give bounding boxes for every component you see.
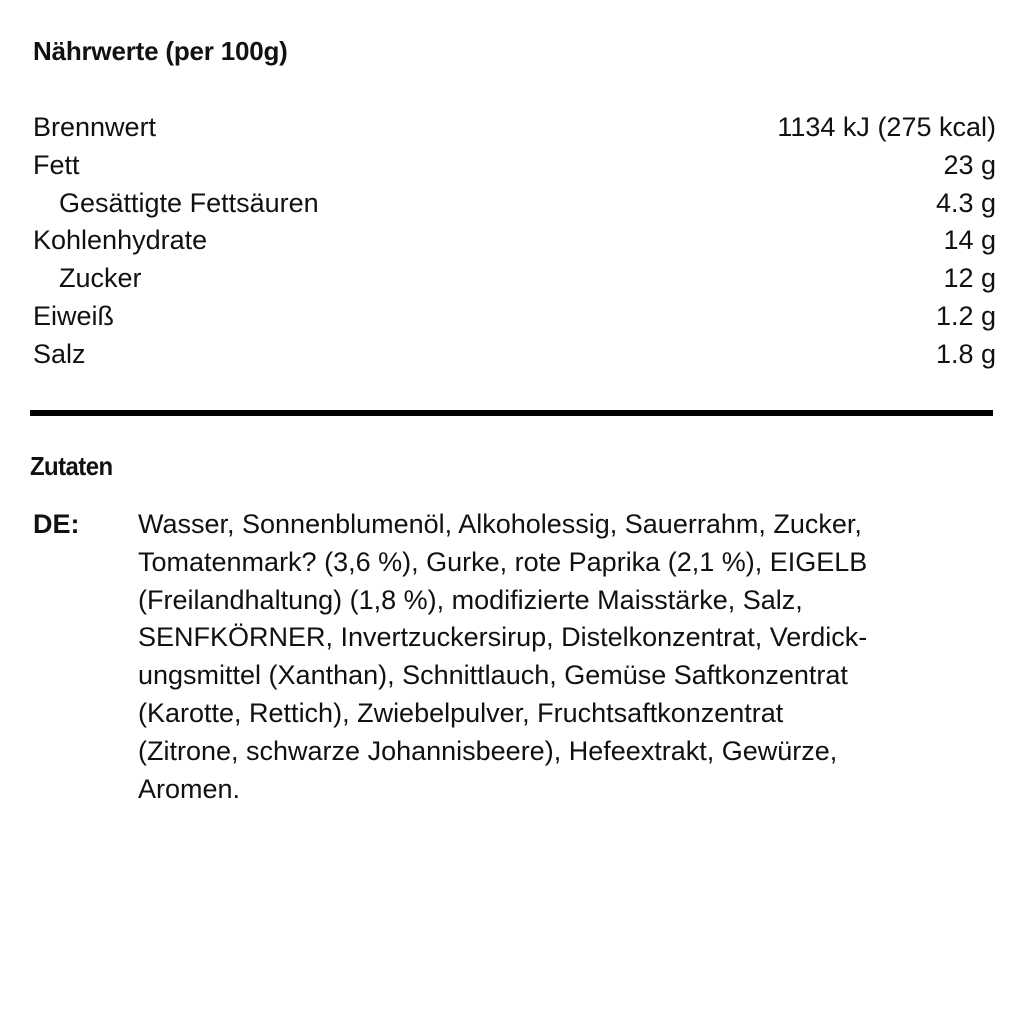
nutrition-value: 14 g — [943, 225, 996, 256]
nutrition-value: 12 g — [943, 263, 996, 294]
language-label: DE: — [33, 509, 80, 539]
ingredients-line: (Freilandhaltung) (1,8 %), modifizierte Maisstärke, Salz, — [138, 584, 803, 615]
nutrition-row-fat — [33, 147, 996, 185]
ingredients-list — [138, 506, 1008, 808]
nutrition-label: Brennwert — [33, 112, 157, 142]
ingredients-line: ungsmittel (Xanthan), Schnittlauch, Gemüse Saftkonzentrat — [138, 660, 848, 691]
ingredients-line: Tomatenmark? (3,6 %), Gurke, rote Paprika (2,1 %), EIGELB — [138, 546, 868, 577]
nutrition-label: Salz — [33, 338, 86, 369]
nutrition-label: Zucker — [59, 263, 142, 294]
nutrition-row-sugar — [33, 260, 996, 298]
ingredients-line: (Zitrone, schwarze Johannisbeere), Hefeextrakt, Gewürze, — [138, 735, 838, 766]
nutrition-value: 23 g — [943, 149, 996, 180]
nutrition-value: 1134 kJ (275 kcal) — [777, 112, 996, 142]
nutrition-label: Gesättigte Fettsäuren — [59, 187, 319, 218]
section-divider — [30, 410, 993, 416]
nutrition-value: 1.8 g — [935, 338, 996, 369]
nutrition-label: Eiweiß — [33, 300, 115, 331]
nutrition-title: Nährwerte (per 100g) — [33, 36, 288, 66]
ingredients-line: Wasser, Sonnenblumenöl, Alkoholessig, Sauerrahm, Zucker, — [138, 509, 862, 539]
nutrition-value: 4.3 g — [935, 187, 996, 218]
ingredients-line: (Karotte, Rettich), Zwiebelpulver, Fruchtsaftkonzentrat — [138, 697, 784, 728]
ingredients-line: SENFKÖRNER, Invertzuckersirup, Distelkonzentrat, Verdick- — [138, 622, 868, 653]
nutrition-value: 1.2 g — [935, 300, 996, 331]
ingredients-line: Aromen. — [138, 773, 241, 804]
nutrition-row-protein — [33, 298, 996, 336]
nutrition-label: Fett — [33, 149, 80, 180]
nutrition-row-salt — [33, 336, 996, 374]
ingredients-title: Zutaten — [30, 451, 113, 481]
nutrition-row-carbohydrates — [33, 222, 996, 260]
nutrition-row-saturated-fat — [33, 185, 996, 223]
nutrition-label: Kohlenhydrate — [33, 225, 208, 256]
nutrition-row-energy — [33, 109, 996, 147]
nutrition-table — [33, 109, 996, 374]
